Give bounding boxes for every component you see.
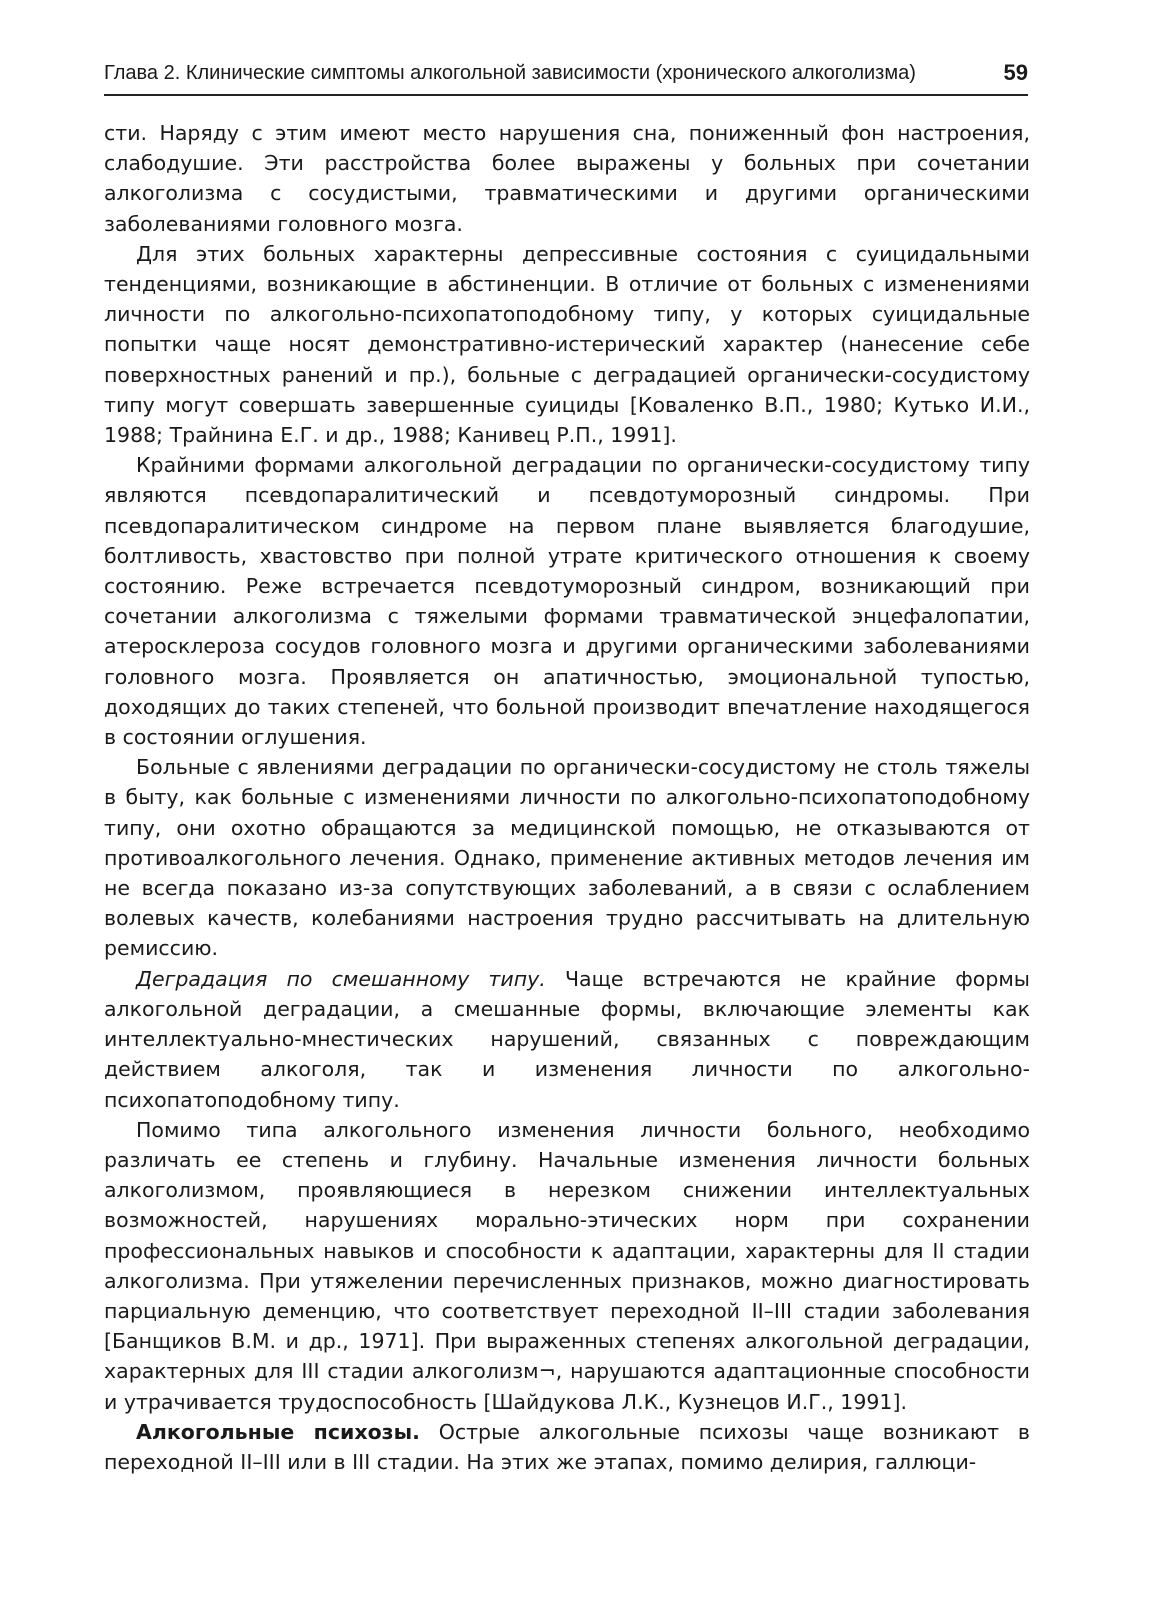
paragraph-3: Крайними формами алкогольной деградации по органически-сосудистому типу являются псевдопаралитический и псевдотуморозный синдромы. При псевдопаралитическом синдроме на первом плане выявляется благодушие, болтливость, хвастовство при полной утрате критического отношения к своему состоянию. Реже встречается псевдотуморозный синдром, возникающий при сочетании алкоголизма с тяжелыми формами травматической энцефалопатии, атеросклероза сосудов головного мозга и другими органическими заболеваниями головного мозга. Проявляется он апатичностью, эмоциональной тупостью, доходящих до таких степеней, что больной производит впечатление находящегося в состоянии оглушения. — [104, 453, 1030, 750]
paragraph-5: Деградация по смешанному типу. Чаще встречаются не крайние формы алкогольной деградации, а смешанные формы, включающие элементы как интеллектуально-мнестических нарушений, связанных с повреждающим действием алкоголя, так и изменения личности по алкогольно-психопатоподобному типу. — [104, 966, 1030, 1112]
running-head — [104, 60, 1028, 96]
paragraph-6: Помимо типа алкогольного изменения личности больного, необходимо различать ее степень и глубину. Начальные изменения личности больных алкоголизмом, проявляющиеся в нерезком снижении интеллектуальных возможностей, нарушениях морально-этических норм при сохранении профессиональных навыков и способности к адаптации, характерны для II стадии алкоголизма. При утяжелении перечисленных признаков, можно диагностировать парциальную деменцию, что соответствует переходной II–III стадии заболевания [Банщиков В.М. и др., 1971]. При выраженных степенях алкогольной деградации, характерных для III стадии алкоголизм¬, нарушаются адаптационные способности и утрачивается трудоспособность [Шайдукова Л.К., Кузнецов И.Г., 1991]. — [104, 1117, 1030, 1414]
paragraph-4: Больные с явлениями деградации по органически-сосудистому не столь тяжелы в быту, как больные с изменениями личности по алкогольно-психопатоподобному типу, они охотно обращаются за медицинской помощью, не отказываются от противоалкогольного лечения. Однако, применение активных методов лечения им не всегда показано из-за сопутствующих заболеваний, а в связи с ослаблением волевых качеств, колебаниями настроения трудно рассчитывать на длительную ремиссию. — [104, 755, 1030, 961]
italic-lead: Деградация по смешанному типу. — [136, 966, 546, 991]
section-heading: Алкогольные психозы. — [136, 1419, 420, 1444]
page-number: 59 — [1003, 60, 1028, 85]
body-text — [104, 118, 1030, 1477]
paragraph-1: сти. Наряду с этим имеют место нарушения сна, пониженный фон настроения, слабодушие. Эти расстройства более выражены у больных при сочетании алкоголизма с сосудистыми, травматическими и другими органическими заболеваниями головного мозга. — [104, 121, 1030, 236]
chapter-title: Глава 2. Клинические симптомы алкогольной зависимости (хронического алкоголизма) — [104, 62, 916, 84]
paragraph-7: Алкогольные психозы. Острые алкогольные психозы чаще возникают в переходной II–III или в III стадии. На этих же этапах, помимо делирия, галлюци- — [104, 1419, 1030, 1474]
paragraph-2: Для этих больных характерны депрессивные состояния с суицидальными тенденциями, возникающие в абстиненции. В отличие от больных с изменениями личности по алкогольно-психопатоподобному типу, у которых суицидальные попытки чаще носят демонстративно-истерический характер (нанесение себе поверхностных ранений и пр.), больные с деградацией органически-сосудистому типу могут совершать завершенные суициды [Коваленко В.П., 1980; Кутько И.И., 1988; Трайнина Е.Г. и др., 1988; Канивец Р.П., 1991]. — [104, 241, 1030, 448]
